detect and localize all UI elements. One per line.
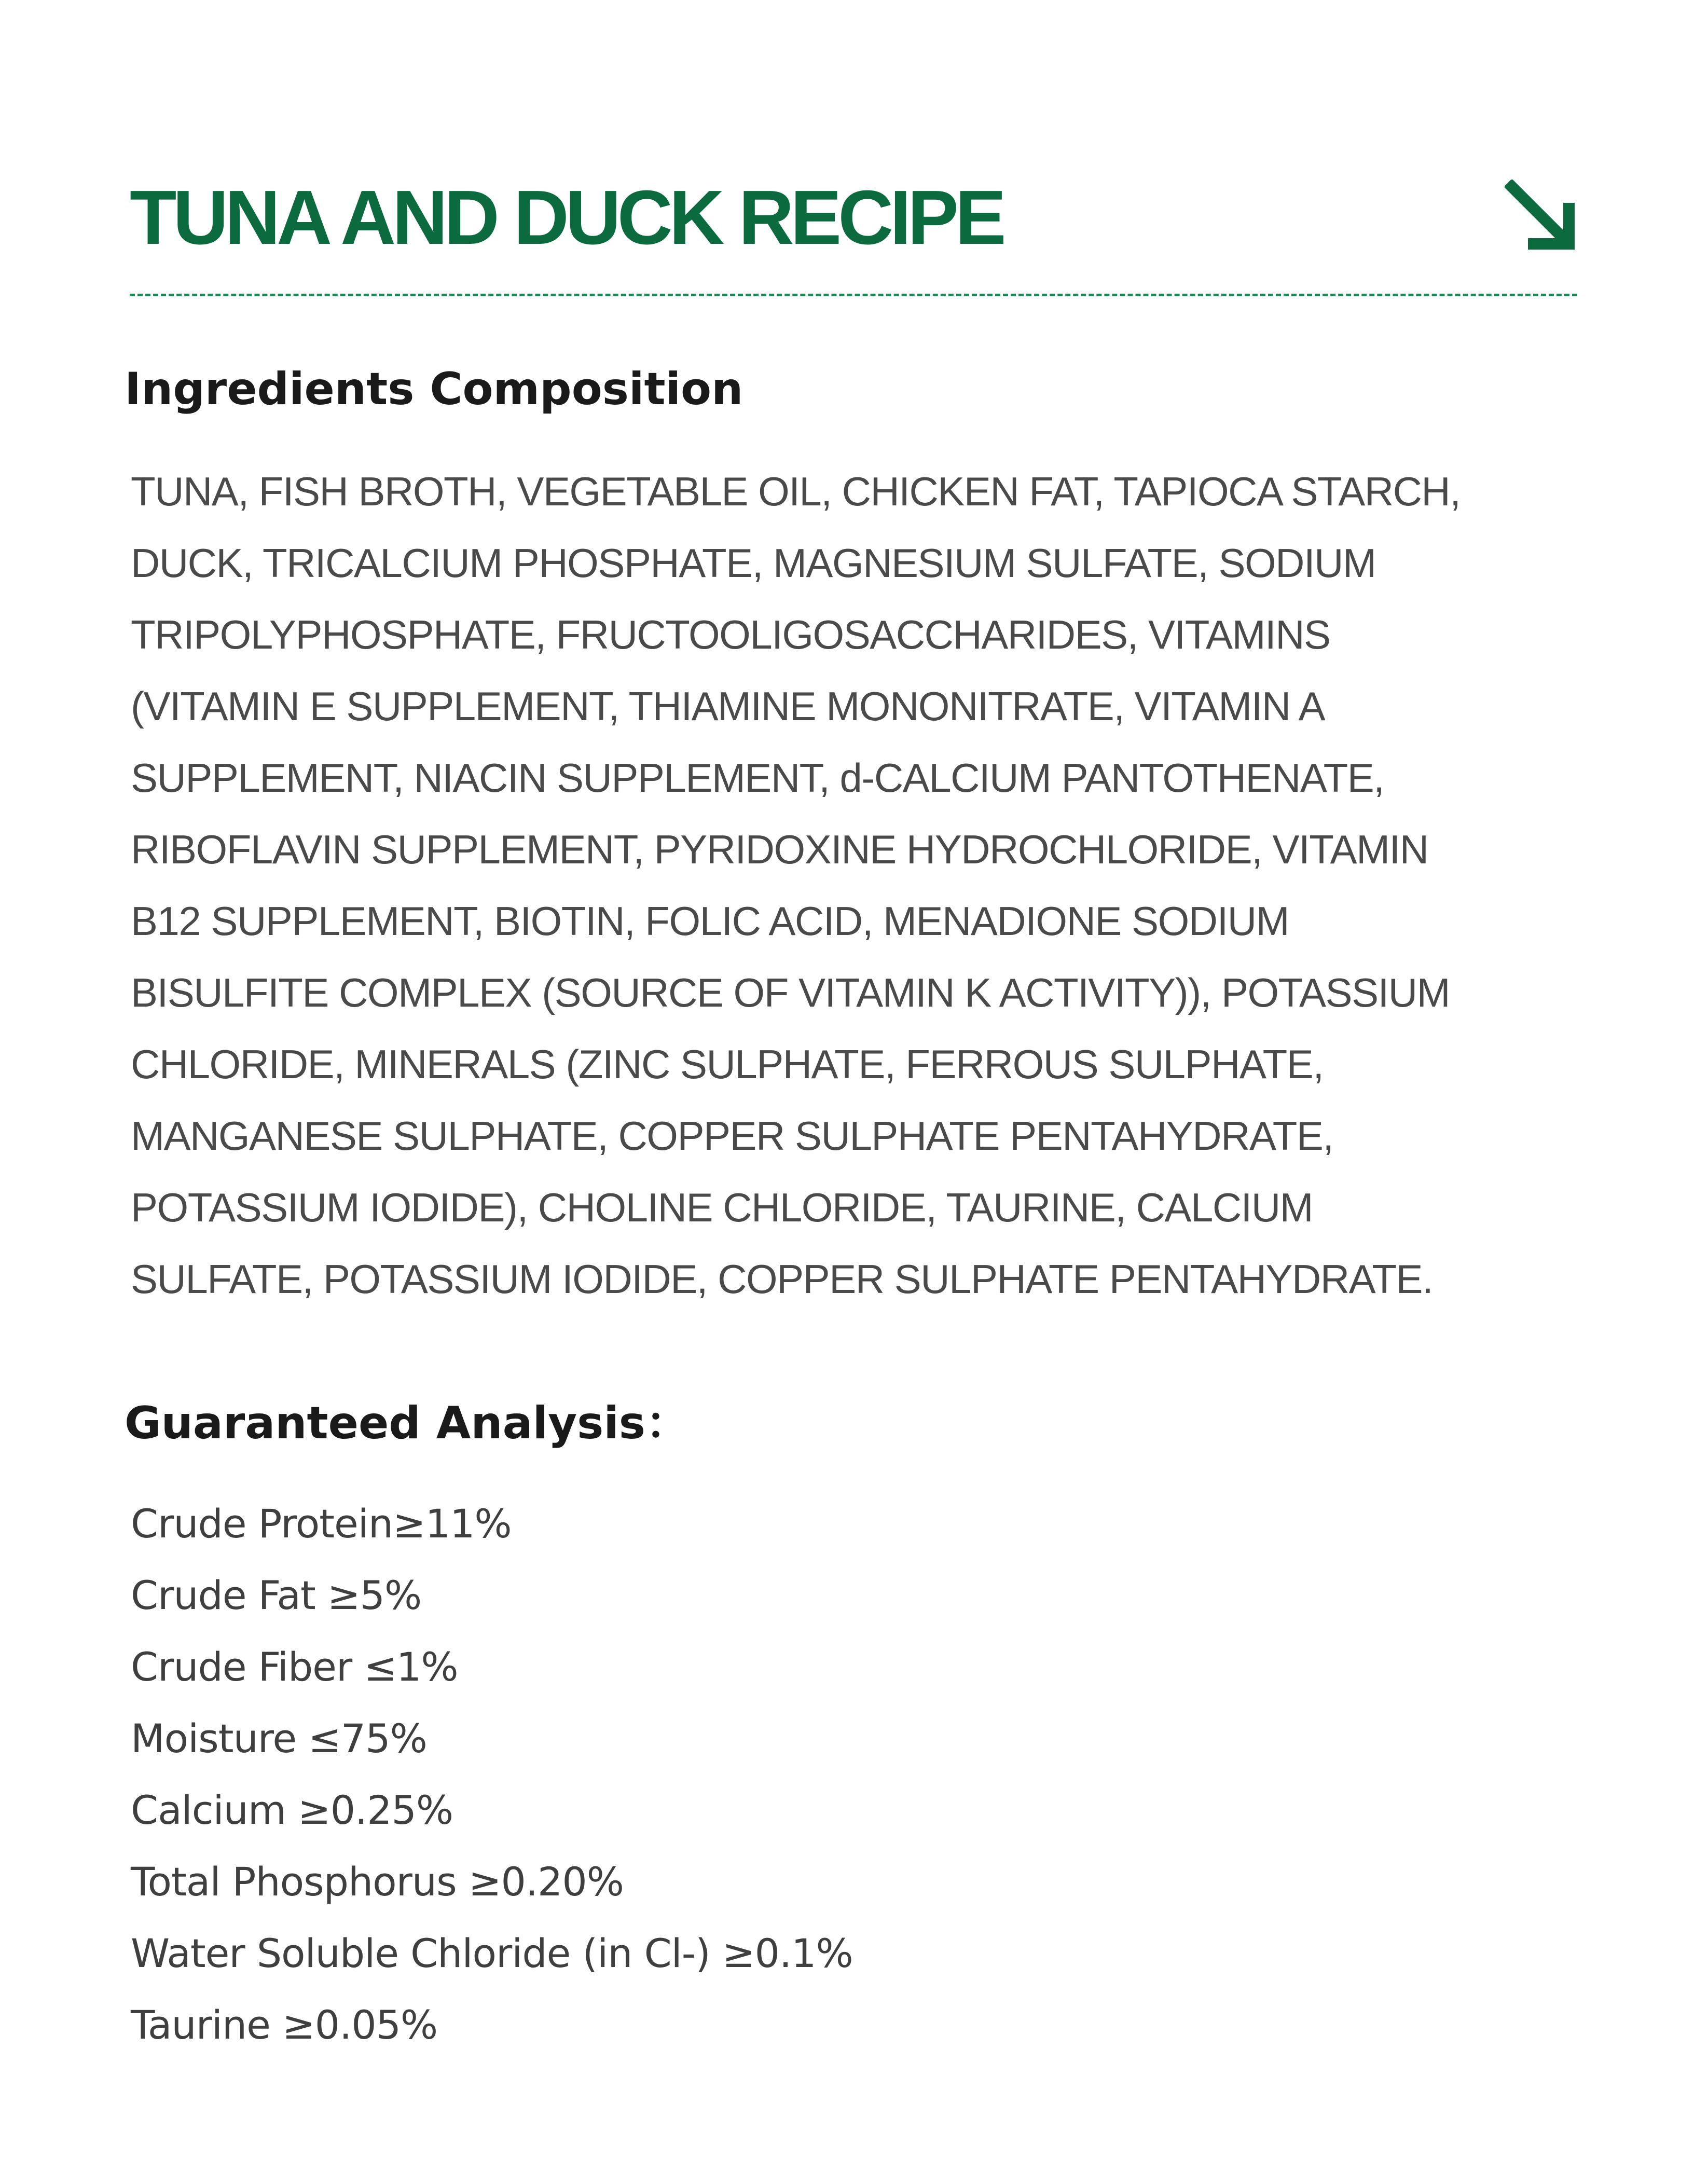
ingredients-line: CHLORIDE, MINERALS (ZINC SULPHATE, FERROUS SULPHATE, [131,1041,1324,1087]
ingredients-text [131,456,1635,1315]
ingredients-line: TRIPOLYPHOSPHATE, FRUCTOOLIGOSACCHARIDES, VITAMINS [131,612,1330,657]
ingredients-line: POTASSIUM IODIDE), CHOLINE CHLORIDE, TAURINE, CALCIUM [131,1185,1313,1230]
ingredients-line: SULFATE, POTASSIUM IODIDE, COPPER SULPHATE PENTAHYDRATE. [131,1256,1433,1302]
analysis-item-calcium: Calcium ≥0.25% [131,1787,453,1833]
analysis-item-total-phosphorus: Total Phosphorus ≥0.20% [131,1859,624,1905]
ingredients-line: RIBOFLAVIN SUPPLEMENT, PYRIDOXINE HYDROCHLORIDE, VITAMIN [131,827,1428,872]
dashed-divider [130,294,1577,296]
ingredients-line: MANGANESE SULPHATE, COPPER SULPHATE PENTAHYDRATE, [131,1113,1333,1159]
arrow-down-right-icon [1505,180,1577,252]
analysis-item-taurine: Taurine ≥0.05% [131,2002,438,2048]
recipe-title: TUNA AND DUCK RECIPE [130,175,1003,260]
ingredients-heading: Ingredients Composition [125,363,743,415]
ingredients-line: TUNA, FISH BROTH, VEGETABLE OIL, CHICKEN FAT, TAPIOCA STARCH, [131,469,1461,514]
ingredients-line: (VITAMIN E SUPPLEMENT, THIAMINE MONONITRATE, VITAMIN A [131,683,1325,729]
ingredients-line: DUCK, TRICALCIUM PHOSPHATE, MAGNESIUM SULFATE, SODIUM [131,540,1376,586]
analysis-item-crude-protein: Crude Protein≥11% [131,1501,512,1547]
analysis-item-moisture: Moisture ≤75% [131,1715,427,1762]
analysis-item-crude-fiber: Crude Fiber ≤1% [131,1644,458,1690]
ingredients-line: B12 SUPPLEMENT, BIOTIN, FOLIC ACID, MENADIONE SODIUM [131,898,1289,944]
guaranteed-analysis-heading: Guaranteed Analysis： [125,1397,690,1449]
analysis-item-water-soluble-chloride: Water Soluble Chloride (in Cl-) ≥0.1% [131,1930,853,1976]
guaranteed-analysis-list [131,1488,853,2061]
recipe-header [130,176,1577,301]
analysis-item-crude-fat: Crude Fat ≥5% [131,1572,422,1618]
ingredients-line: SUPPLEMENT, NIACIN SUPPLEMENT, d-CALCIUM PANTOTHENATE, [131,755,1384,801]
ingredients-line: BISULFITE COMPLEX (SOURCE OF VITAMIN K ACTIVITY)), POTASSIUM [131,970,1450,1015]
